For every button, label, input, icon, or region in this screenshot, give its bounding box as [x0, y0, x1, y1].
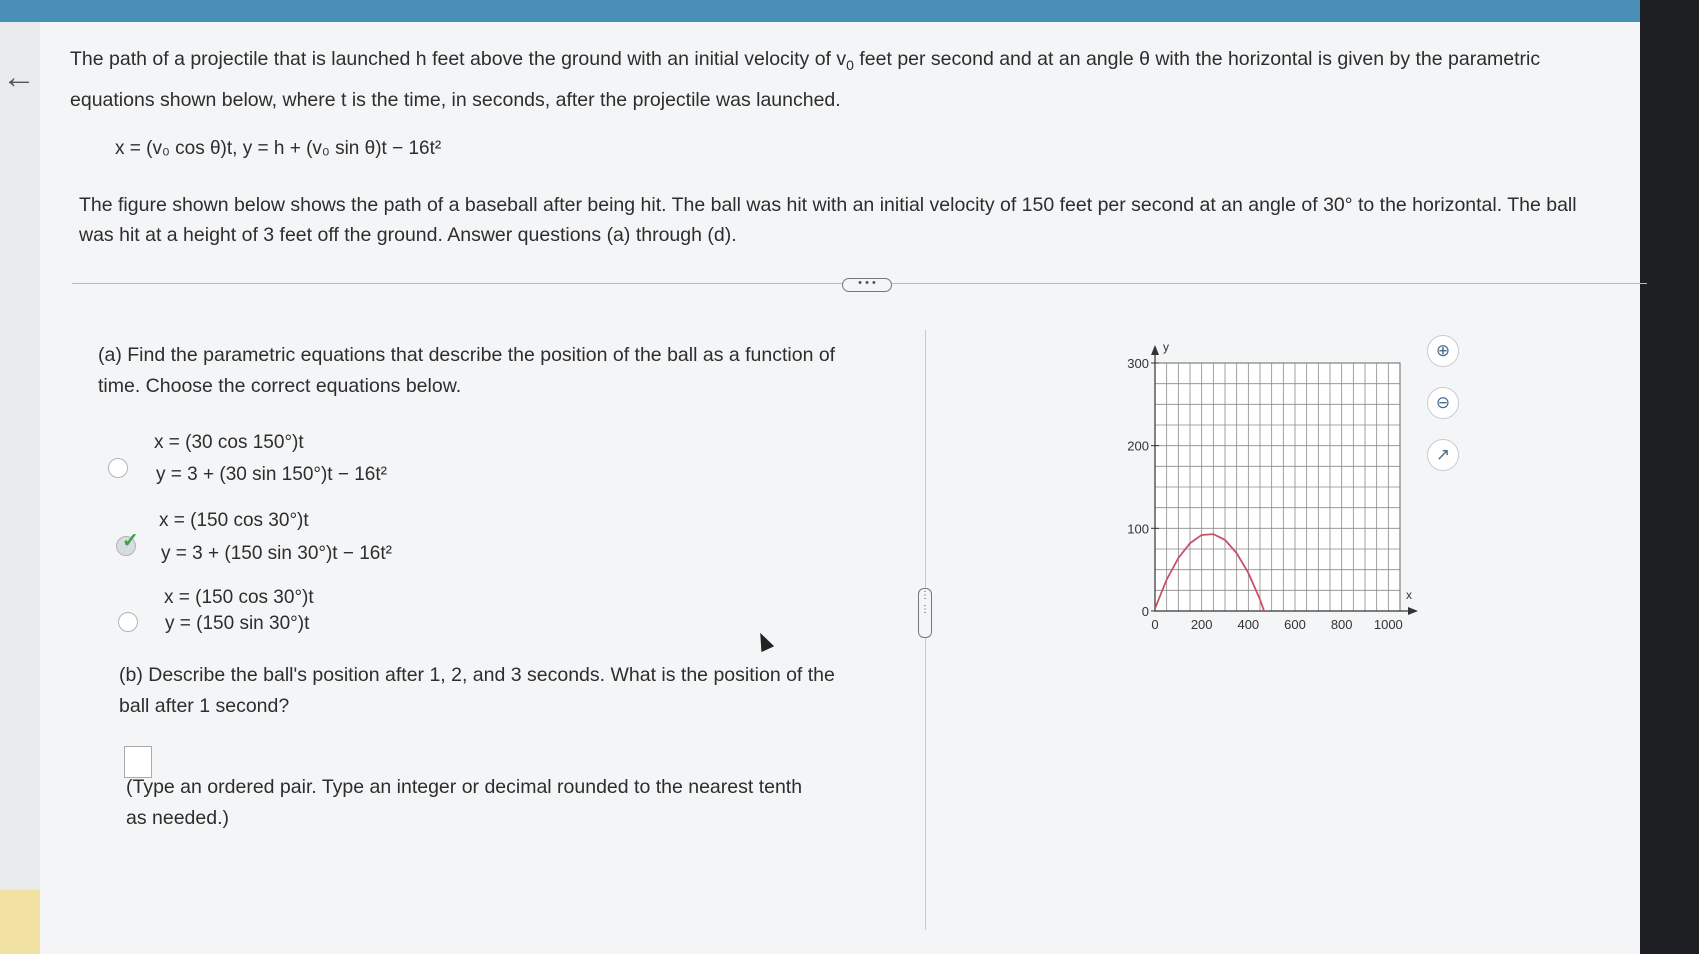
- option-3-radio[interactable]: [118, 612, 138, 632]
- x-tick-label: 0: [1151, 617, 1159, 632]
- zoom-out-icon[interactable]: ⊖: [1427, 387, 1459, 419]
- option-3-y: y = (150 sin 30°)t: [165, 613, 310, 634]
- y-axis-arrow: [1151, 345, 1159, 355]
- y-axis-label: y: [1163, 340, 1169, 354]
- x-tick-label: 800: [1330, 617, 1353, 632]
- x-tick-label: 400: [1237, 617, 1260, 632]
- back-arrow-icon[interactable]: ←: [2, 58, 36, 96]
- part-b-prompt: (b) Describe the ball's position after 1, 2, and 3 seconds. What is the position of the ball after 1 second?: [119, 664, 835, 717]
- y-tick-label: 0: [1141, 604, 1149, 619]
- option-1-y: y = 3 + (30 sin 150°)t − 16t²: [156, 464, 387, 485]
- left-strip: [0, 22, 40, 954]
- y-tick-label: 300: [1127, 356, 1149, 371]
- part-b-hint: (Type an ordered pair. Type an integer or decimal rounded to the nearest tenth as needed.): [126, 776, 803, 829]
- screen-bezel: [1640, 0, 1699, 954]
- top-bar: [0, 0, 1699, 22]
- figure-description: The figure shown below shows the path of a baseball after being hit. The ball was hit with an initial velocity of 150 feet per second at an angle of 30° to the horizontal. The ball was hit at a height of 3 feet off the ground. Answer questions (a) through (d).: [79, 194, 1577, 246]
- trajectory-graph: [1110, 335, 1430, 645]
- y-tick-label: 100: [1127, 521, 1149, 537]
- popout-icon[interactable]: ↗: [1427, 439, 1459, 471]
- x-tick-label: 200: [1190, 617, 1213, 632]
- option-1-x: x = (30 cos 150°)t: [154, 432, 304, 453]
- option-2-y: y = 3 + (150 sin 30°)t − 16t²: [161, 543, 392, 564]
- expand-more-button[interactable]: • • •: [842, 278, 892, 292]
- parametric-equation: x = (v₀ cos θ)t, y = h + (v₀ sin θ)t − 16t²: [115, 138, 442, 159]
- panel-resize-handle[interactable]: ⋮ ⋮: [918, 588, 932, 638]
- checkmark-icon: ✓: [122, 530, 139, 552]
- x-axis-label: x: [1406, 588, 1412, 602]
- option-3-x: x = (150 cos 30°)t: [164, 587, 314, 608]
- option-1-radio[interactable]: [108, 458, 128, 478]
- part-a-prompt: (a) Find the parametric equations that describe the position of the ball as a function of time. Choose the correct equations below.: [98, 344, 836, 397]
- x-tick-label: 1000: [1373, 617, 1403, 632]
- zoom-in-icon[interactable]: ⊕: [1427, 335, 1459, 367]
- option-2-radio[interactable]: [116, 530, 139, 556]
- option-2-x: x = (150 cos 30°)t: [159, 510, 309, 531]
- y-tick-label: 200: [1127, 438, 1149, 454]
- intro-text: The path of a projectile that is launched h feet above the ground with an initial velocity of $v_0$ feet per second and at an angle θ with the horizontal is given by the parametric equations shown below, where t is the time, in seconds, after the projectile was launched.: [70, 48, 1541, 111]
- x-tick-label: 600: [1284, 617, 1306, 632]
- x-axis-arrow: [1408, 607, 1418, 615]
